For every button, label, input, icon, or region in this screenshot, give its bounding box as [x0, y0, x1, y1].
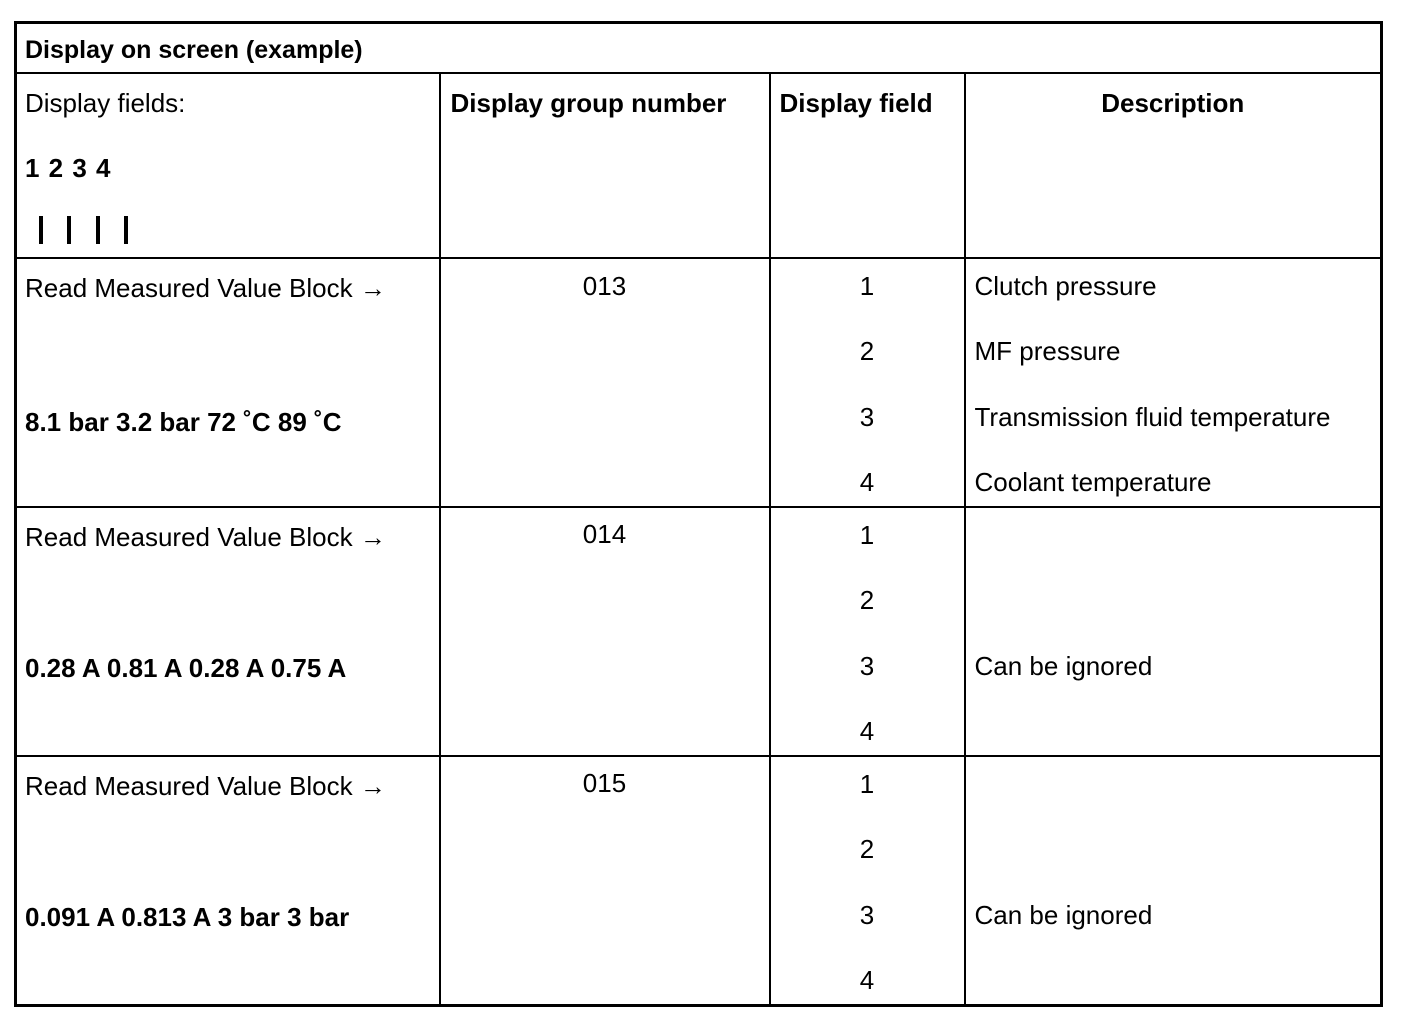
tick-mark — [39, 216, 43, 244]
field-numbers: 1 2 3 4 — [25, 152, 112, 183]
description-header — [965, 73, 1382, 258]
field-number: 3 — [859, 899, 875, 930]
group-number: 015 — [582, 767, 627, 798]
block-label-cell — [16, 756, 440, 1006]
description-cell — [965, 258, 1382, 507]
description-text: Clutch pressure — [974, 270, 1157, 301]
field-number: 4 — [859, 466, 875, 497]
block-row-014 — [16, 507, 1382, 756]
tick-mark — [96, 216, 100, 244]
description-label: Description — [1101, 87, 1245, 118]
display-field-cell — [770, 258, 965, 507]
field-number: 4 — [859, 715, 875, 746]
block-row-013 — [16, 258, 1382, 507]
description-text: Coolant temperature — [974, 466, 1212, 497]
group-number-cell — [440, 756, 770, 1006]
field-number: 2 — [859, 833, 875, 864]
field-number: 1 — [859, 270, 875, 301]
block-label-cell — [16, 258, 440, 507]
description-note: Can be ignored — [974, 650, 1153, 681]
field-number: 2 — [859, 335, 875, 366]
block-label: Read Measured Value Block → — [25, 770, 386, 801]
field-number: 2 — [859, 584, 875, 615]
header-row — [16, 73, 1382, 258]
display-field-header — [770, 73, 965, 258]
block-label: Read Measured Value Block → — [25, 521, 386, 552]
display-field-cell — [770, 756, 965, 1006]
description-cell — [965, 507, 1382, 756]
group-number-label: Display group number — [450, 87, 727, 118]
field-number: 3 — [859, 650, 875, 681]
display-field-label: Display field — [779, 87, 933, 118]
table-title: Display on screen (example) — [16, 23, 1382, 73]
block-values: 0.28 A 0.81 A 0.28 A 0.75 A — [25, 652, 347, 683]
display-table — [14, 21, 1383, 1007]
group-number-cell — [440, 507, 770, 756]
field-number: 3 — [859, 401, 875, 432]
display-fields-label: Display fields: — [25, 87, 186, 118]
group-number: 014 — [582, 518, 627, 549]
description-text: MF pressure — [974, 335, 1121, 366]
block-label: Read Measured Value Block → — [25, 272, 386, 303]
display-field-cell — [770, 507, 965, 756]
description-text: Transmission fluid temperature — [974, 401, 1331, 432]
display-fields-cell — [16, 73, 440, 258]
group-number-cell — [440, 258, 770, 507]
block-label-cell — [16, 507, 440, 756]
field-number: 4 — [859, 964, 875, 995]
tick-mark — [67, 216, 71, 244]
block-values: 0.091 A 0.813 A 3 bar 3 bar — [25, 901, 350, 932]
block-values: 8.1 bar 3.2 bar 72 ˚C 89 ˚C — [25, 406, 342, 437]
group-number: 013 — [582, 270, 627, 301]
group-number-header — [440, 73, 770, 258]
tick-mark — [124, 216, 128, 244]
block-row-015 — [16, 756, 1382, 1006]
description-note: Can be ignored — [974, 899, 1153, 930]
description-cell — [965, 756, 1382, 1006]
field-number: 1 — [859, 768, 875, 799]
field-number: 1 — [859, 519, 875, 550]
